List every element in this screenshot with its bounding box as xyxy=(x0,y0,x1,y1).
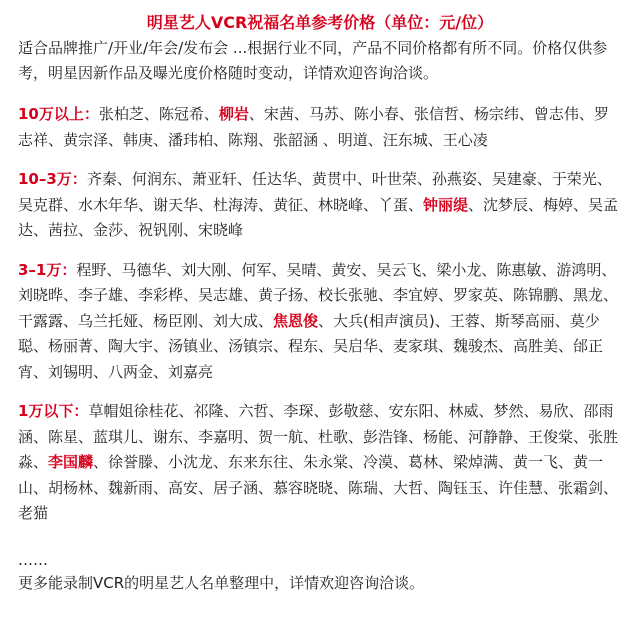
ellipsis: …… xyxy=(18,550,48,569)
highlighted-name: 柳岩 xyxy=(218,105,249,123)
tier-names: 程野、马德华、刘大刚、何军、吴晴、黄安、吴云飞、梁小龙、陈惠敏、游鸿明、刘晓晔、李子雄、李彩桦、吴志雄、黄子扬、校长张驰、李宜婷、罗家英、陈锦鹏、黑龙、干露露、乌兰托娅、杨臣刚、刘大成、 xyxy=(18,260,619,330)
tier-names: 、徐誉滕、小沈龙、东来东往、朱永棠、冷漠、葛林、梁焯满、黄一飞、黄一山、胡杨林、魏新雨、高安、居子涵、慕容晓晓、陈瑞、大哲、陶钰玉、许佳慧、张霜剑、老猫 xyxy=(18,453,619,522)
highlighted-name: 李国麟 xyxy=(48,453,94,471)
tier-10k-30k xyxy=(18,258,622,386)
tier-label: 1万以下： xyxy=(18,402,89,420)
tier-30k-100k xyxy=(18,167,622,244)
tier-names: 草帽姐徐桂花、祁隆、六哲、李琛、彭敬慈、安东阳、林威、梦然、易欣、邵雨涵、陈星、蓝琪儿、谢东、李嘉明、贺一航、杜歌、彭浩锋、杨能、河静静、王俊棠、张胜淼、 xyxy=(18,402,619,471)
tier-label: 10–3万： xyxy=(18,170,87,188)
tier-names: 、沈梦辰、梅婷、吴孟达、茜拉、金莎、祝钒刚、宋晓峰 xyxy=(18,195,619,239)
highlighted-name: 钟丽缇 xyxy=(423,195,469,214)
highlighted-name: 焦恩俊 xyxy=(273,311,319,330)
tier-names: 齐秦、何润东、萧亚轩、任达华、黄贯中、叶世荣、孙燕姿、吴建豪、于荣光、吴克群、水木年华、谢天华、杜海涛、黄征、林晓峰、丫蛋、 xyxy=(18,170,612,214)
tier-names: 、大兵(相声演员)、王蓉、斯琴高丽、莫少聪、杨丽菁、陶大宇、汤镇业、汤镇宗、程东、吴启华、麦家琪、魏骏杰、高胜美、邰正宵、刘锡明、八两金、刘嘉亮 xyxy=(18,311,604,381)
page-title: 明星艺人VCR祝福名单参考价格（单位：元/位） xyxy=(146,13,494,32)
tier-label: 10万以上： xyxy=(18,105,99,123)
tier-names: 、宋茜、马苏、陈小春、张信哲、杨宗纬、曾志伟、罗志祥、黄宗泽、韩庚、潘玮柏、陈翔、张韶涵 、明道、汪东城、王心凌 xyxy=(18,105,609,149)
tier-label: 3–1万： xyxy=(18,260,77,279)
tier-names: 张柏芝、陈冠希、 xyxy=(98,105,219,123)
tier-under-10k xyxy=(18,399,622,527)
intro-paragraph: 适合品牌推广/开业/年会/发布会 ...根据行业不同，产品不同价格都有所不同。价格仅供参考，明星因新作品及曝光度价格随时变动，详情欢迎咨询洽谈。 xyxy=(18,39,608,82)
tier-over-100k xyxy=(18,102,622,153)
footer-note: 更多能录制VCR的明星艺人名单整理中，详情欢迎咨询洽谈。 xyxy=(18,573,425,592)
